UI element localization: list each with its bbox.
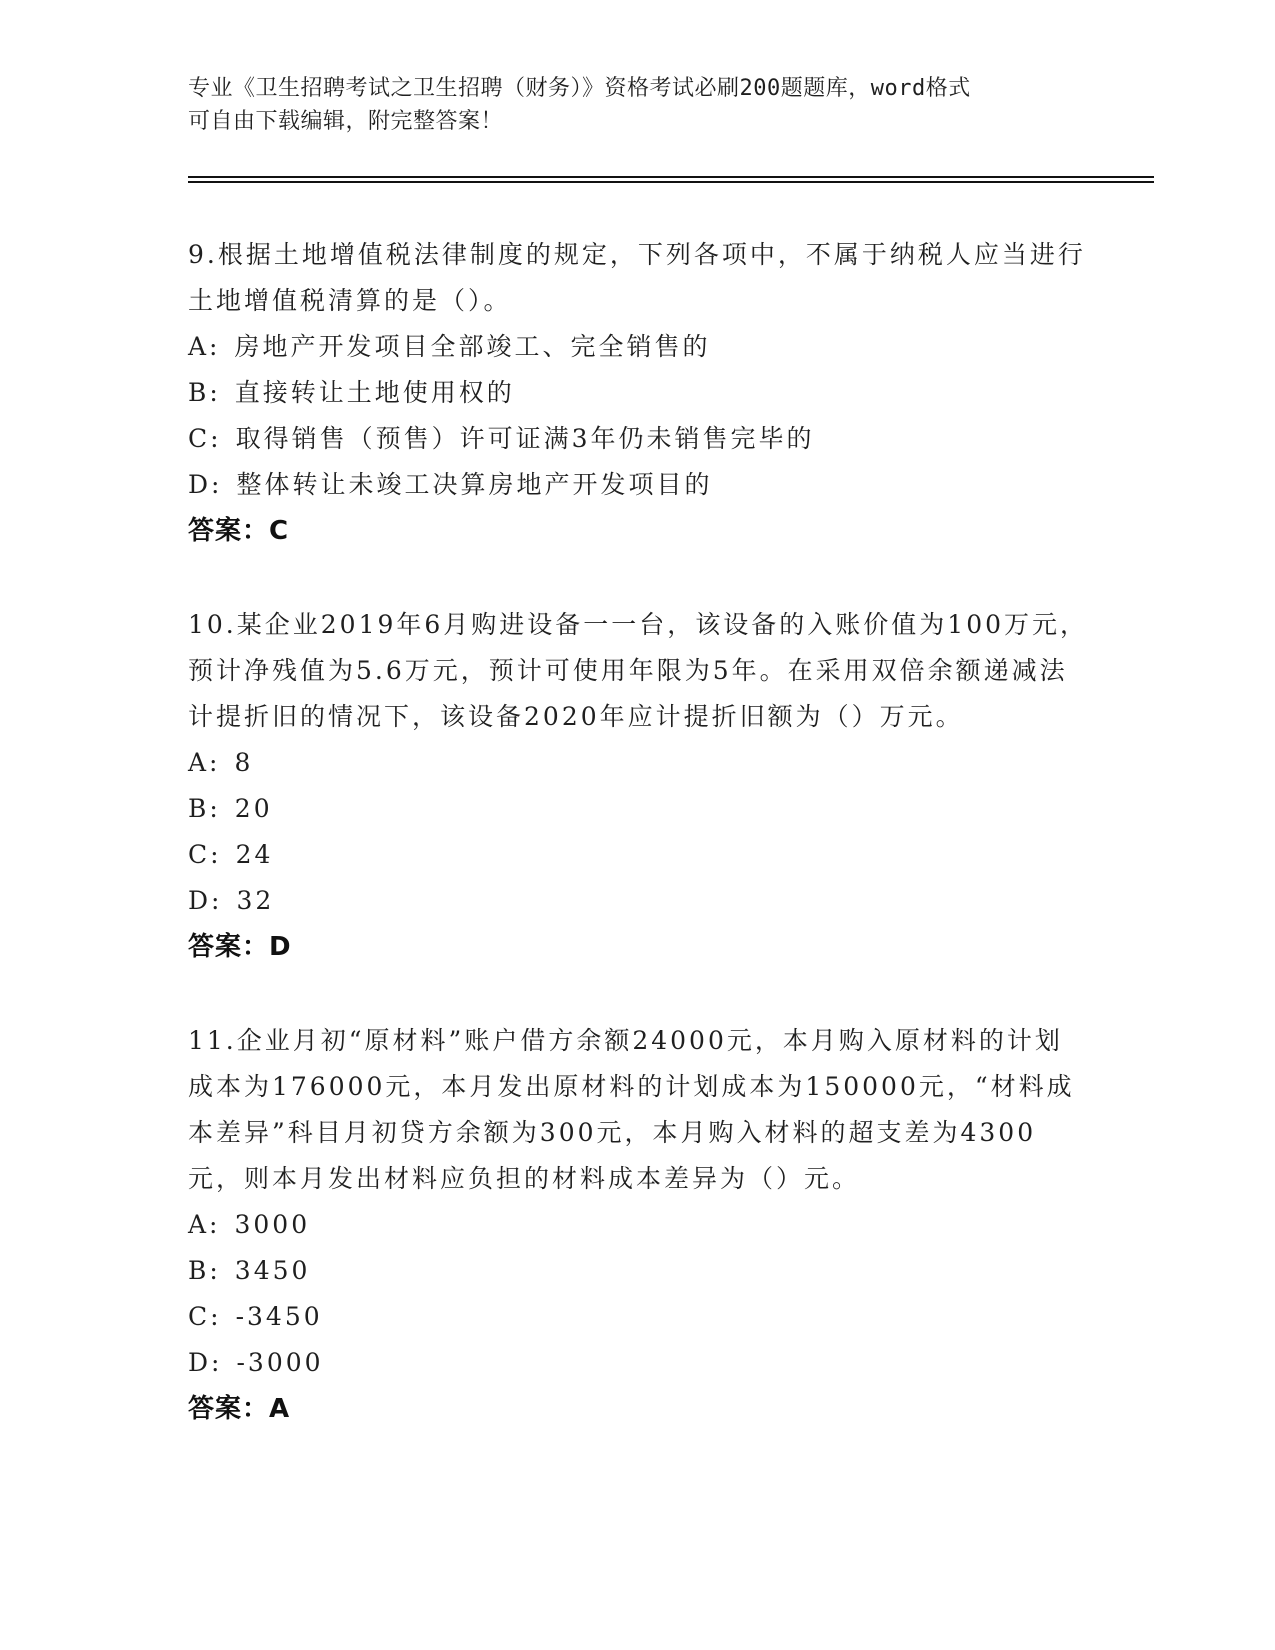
- header-divider-top: [188, 176, 1154, 178]
- option-text: 整体转让未竣工决算房地产开发项目的: [236, 470, 713, 499]
- option-text: -3000: [236, 1348, 324, 1377]
- option-text: 32: [236, 886, 275, 915]
- question-10: [188, 602, 1088, 970]
- option-a: [188, 324, 1088, 370]
- option-d: [188, 462, 1088, 508]
- option-key: D:: [188, 886, 223, 915]
- option-key: A:: [188, 748, 221, 777]
- question-spacer: [188, 970, 1088, 1018]
- question-list: [188, 232, 1088, 1432]
- option-text: 8: [234, 748, 254, 777]
- option-key: C:: [188, 840, 222, 869]
- option-key: A:: [188, 1210, 221, 1239]
- option-text: 3000: [234, 1210, 311, 1239]
- answer-line: 答案：D: [188, 932, 292, 962]
- option-c: [188, 416, 1088, 462]
- question-text: 9.根据土地增值税法律制度的规定，下列各项中，不属于纳税人应当进行土地增值税清算的是（）。: [188, 240, 1086, 315]
- option-key: D:: [188, 1348, 223, 1377]
- option-text: 20: [234, 794, 273, 823]
- option-c: [188, 1294, 1088, 1340]
- option-text: 直接转让土地使用权的: [234, 378, 515, 407]
- answer-line: 答案：A: [188, 1394, 291, 1424]
- question-spacer: [188, 554, 1088, 602]
- header-line-1: 专业《卫生招聘考试之卫生招聘（财务）》资格考试必刷200题题库，word格式: [188, 76, 971, 101]
- option-key: B:: [188, 1256, 221, 1285]
- option-text: 房地产开发项目全部竣工、完全销售的: [234, 332, 711, 361]
- option-d: [188, 1340, 1088, 1386]
- option-key: B:: [188, 794, 221, 823]
- question-11: [188, 1018, 1088, 1432]
- option-text: 取得销售（预售）许可证满3年仍未销售完毕的: [235, 424, 815, 453]
- option-text: -3450: [235, 1302, 323, 1331]
- option-key: D:: [188, 470, 223, 499]
- option-key: A:: [188, 332, 221, 361]
- option-b: [188, 1248, 1088, 1294]
- option-b: [188, 786, 1088, 832]
- option-key: C:: [188, 1302, 222, 1331]
- option-text: 3450: [234, 1256, 311, 1285]
- question-text: 11.企业月初“原材料”账户借方余额24000元，本月购入原材料的计划成本为176000元，本月发出原材料的计划成本为150000元，“材料成本差异”科目月初贷方余额为300元，本月购入材料的超支差为4300元，则本月发出材料应负担的材料成本差异为（）元。: [188, 1026, 1075, 1193]
- option-c: [188, 832, 1088, 878]
- answer-line: 答案：C: [188, 516, 290, 546]
- option-d: [188, 878, 1088, 924]
- option-a: [188, 1202, 1088, 1248]
- question-9: [188, 232, 1088, 554]
- question-text: 10.某企业2019年6月购进设备一一台，该设备的入账价值为100万元，预计净残值为5.6万元，预计可使用年限为5年。在采用双倍余额递减法计提折旧的情况下，该设备2020年应计提折旧额为（）万元。: [188, 610, 1089, 731]
- option-key: B:: [188, 378, 221, 407]
- document-header: [188, 72, 1088, 138]
- option-b: [188, 370, 1088, 416]
- option-a: [188, 740, 1088, 786]
- header-divider-bottom: [188, 181, 1154, 183]
- option-text: 24: [235, 840, 274, 869]
- header-line-2: 可自由下载编辑，附完整答案！: [188, 109, 504, 134]
- option-key: C:: [188, 424, 222, 453]
